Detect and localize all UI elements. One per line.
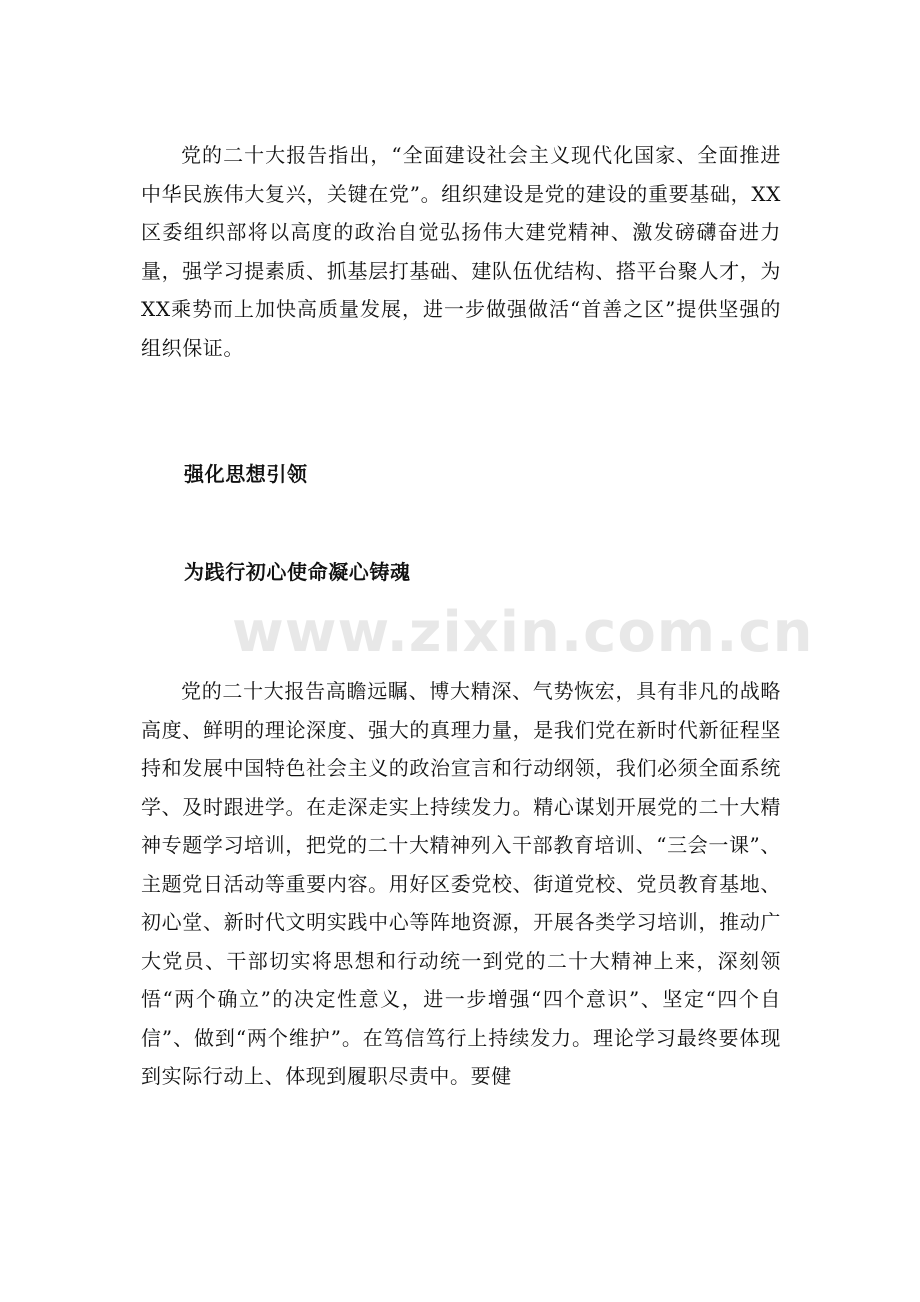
watermark: www.zixin.com.cn: [232, 600, 814, 665]
body-paragraph-main: 党的二十大报告高瞻远瞩、博大精深、气势恢宏，具有非凡的战略高度、鲜明的理论深度、强大的真理力量，是我们党在新时代新征程坚持和发展中国特色社会主义的政治宣言和行动纲领，我们必须全面系统学、及时跟进学。在走深走实上持续发力。精心谋划开展党的二十大精神专题学习培训，把党的二十大精神列入干部教育培训、“三会一课”、主题党日活动等重要内容。用好区委党校、街道党校、党员教育基地、初心堂、新时代文明实践中心等阵地资源，开展各类学习培训，推动广大党员、干部切实将思想和行动统一到党的二十大精神上来，深刻领悟“两个确立”的决定性意义，进一步增强“四个意识”、坚定“四个自信”、做到“两个维护”。在笃信笃行上持续发力。理论学习最终要体现到实际行动上、体现到履职尽责中。要健: [141, 679, 781, 1088]
body-paragraph-intro: 党的二十大报告指出，“全面建设社会主义现代化国家、全面推进中华民族伟大复兴，关键在党”。组织建设是党的建设的重要基础，XX区委组织部将以高度的政治自觉弘扬伟大建党精神、激发磅礴奋进力量，强学习提素质、抓基层打基础、建队伍优结构、搭平台聚人才，为XX乘势而上加快高质量发展，进一步做强做活“首善之区”提供坚强的组织保证。: [141, 143, 781, 360]
section-heading: 强化思想引领: [184, 462, 308, 486]
section-subheading: 为践行初心使命凝心铸魂: [184, 560, 411, 584]
